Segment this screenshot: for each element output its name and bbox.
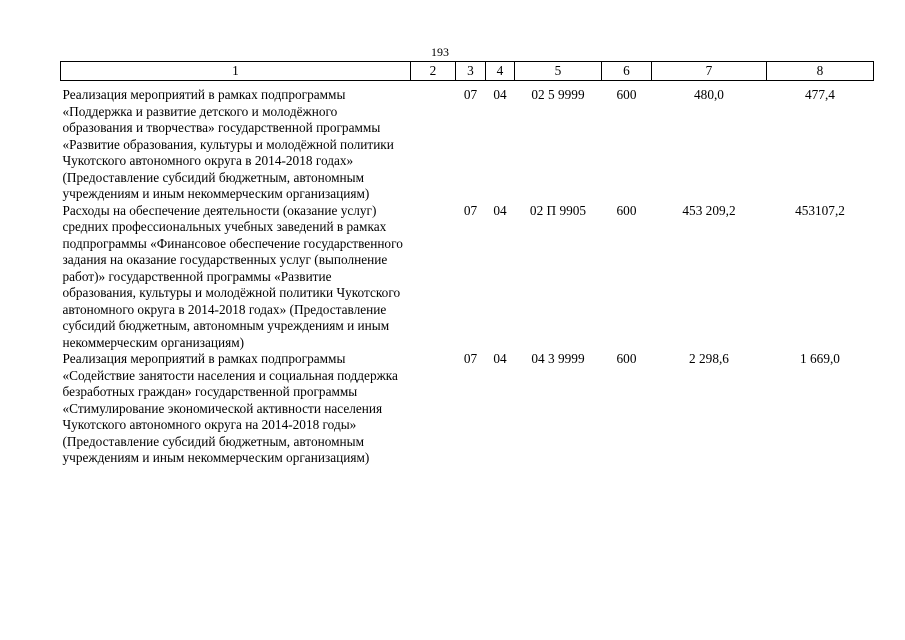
table-row (61, 351, 874, 467)
row-col-6: 600 (616, 351, 637, 366)
header-col-2: 2 (411, 62, 456, 81)
row-col-6: 600 (616, 202, 637, 218)
budget-table (60, 61, 874, 467)
table-header-row (61, 62, 874, 81)
row-description: Реализация мероприятий в рамках подпрограммы «Поддержка и развитие детского и молодёжного образования и творчества» государственной программы «Развитие образования, культуры и молодёжной политики Чукотского автономного округа в 2014-2018 годах» (Предоставление субсидий бюджетным, автономным учреждениям и иным некоммерческим организациям) (62, 87, 394, 201)
row-description: Реализация мероприятий в рамках подпрограммы «Содействие занятости населения и социальная поддержка безработных граждан» государственной программы «Стимулирование экономической активности населения Чукотского автономного округа на 2014-2018 годы» (Предоставление субсидий бюджетным, автономным учреждениям и иным некоммерческим организациям) (62, 351, 398, 465)
row-col-8: 477,4 (805, 87, 835, 102)
row-col-2 (411, 203, 456, 352)
row-col-8: 453107,2 (795, 202, 845, 218)
row-description: Расходы на обеспечение деятельности (оказание услуг) средних профессиональных учебных заведений в рамках подпрограммы «Финансовое обеспечение государственного задания на оказание государственных услуг (выполнение работ)» государственной программы «Развитие образования, культуры и молодёжной политики Чукотского автономного округа в 2014-2018 годах» (Предоставление субсидий бюджетным, автономным учреждениям и иным некоммерческим организациям) (62, 202, 403, 350)
table-row (61, 203, 874, 352)
header-col-8: 8 (767, 62, 874, 81)
row-col-4: 04 (493, 87, 507, 102)
row-col-2 (411, 81, 456, 203)
row-col-6: 600 (616, 87, 637, 102)
header-col-1: 1 (61, 62, 411, 81)
row-col-4: 04 (493, 202, 507, 218)
row-col-8: 1 669,0 (800, 351, 840, 366)
row-col-3: 07 (463, 202, 478, 218)
header-col-3: 3 (456, 62, 486, 81)
header-col-5: 5 (515, 62, 602, 81)
row-col-7: 480,0 (694, 87, 724, 102)
header-col-4: 4 (486, 62, 515, 81)
page-number: 193 (431, 45, 449, 59)
row-col-3: 07 (463, 351, 478, 366)
row-col-7: 2 298,6 (689, 351, 729, 366)
row-col-4: 04 (493, 351, 507, 366)
header-col-6: 6 (602, 62, 652, 81)
row-col-5: 04 3 9999 (531, 351, 585, 366)
row-col-5: 02 5 9999 (531, 87, 585, 102)
header-col-7: 7 (652, 62, 767, 81)
row-col-2 (411, 351, 456, 467)
row-col-7: 453 209,2 (682, 202, 736, 218)
row-col-3: 07 (463, 87, 478, 102)
row-col-5: 02 П 9905 (529, 202, 587, 218)
table-row (61, 81, 874, 203)
